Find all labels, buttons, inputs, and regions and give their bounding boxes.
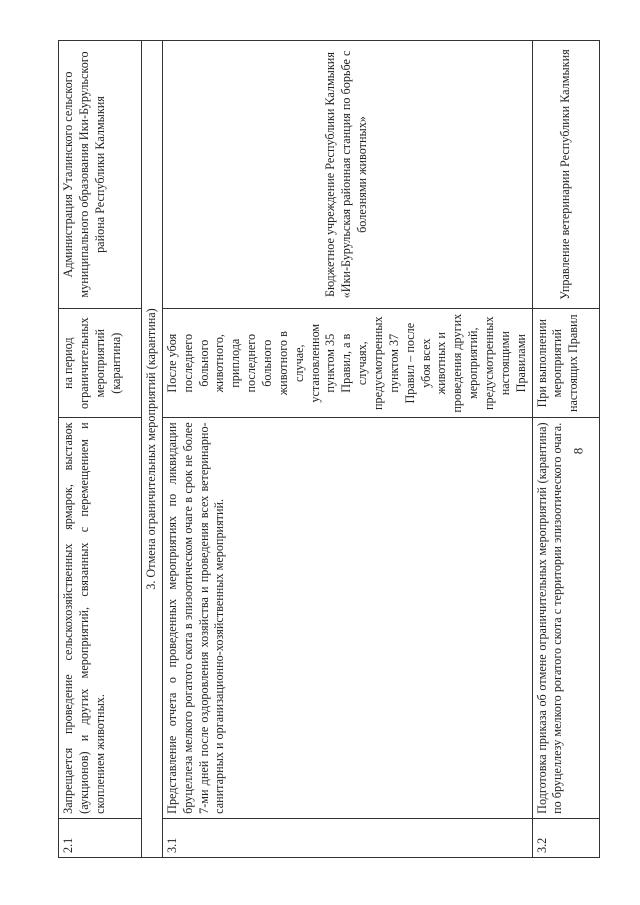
measures-table bbox=[58, 40, 600, 858]
row-responsible: Администрация Уталинского сельского муниципального образования Ики-Бурульского района Республики Калмыкия bbox=[59, 41, 142, 309]
table-row bbox=[532, 41, 599, 858]
row-number: 3.2 bbox=[532, 818, 599, 857]
row-responsible: Бюджетное учреждение Республики Калмыкия «Ики-Бурульская районная станция по борьбе с болезнями животных» bbox=[162, 41, 532, 309]
table-row bbox=[162, 41, 532, 858]
row-term: на период ограничительных мероприятий (карантина) bbox=[59, 309, 142, 418]
row-number: 3.1 bbox=[162, 818, 532, 857]
row-responsible: Управление ветеринарии Республики Калмыкия bbox=[532, 41, 599, 309]
page-number: 8 bbox=[570, 447, 586, 455]
table-row bbox=[59, 41, 142, 858]
section-header-row bbox=[142, 41, 163, 858]
row-action: Представление отчета о проведенных мероприятиях по ликвидации бруцеллеза мелкого рогатого скота в эпизоотическом очаге в срок не более 7-ми дней после оздоровления хозяйства и проведения всех ветеринарно-санитарных и организационно-хозяйственных мероприятий. bbox=[162, 418, 532, 818]
row-term: При выполнении мероприятий настоящих Правил bbox=[532, 309, 599, 418]
row-term: После убоя последнего больного животного, приплода последнего больного животного в случае, установленном пунктом 35 Правил, а в случаях, предусмотренных пунктом 37 Правил – после убоя всех животных и проведения других мероприятий, предусмотренных настоящими Правилами bbox=[162, 309, 532, 418]
row-action: Запрещается проведение сельскохозяйственных ярмарок, выставок (аукционов) и других мероприятий, связанных с перемещением и скоплением животных. bbox=[59, 418, 142, 818]
section-title: 3. Отмена ограничительных мероприятий (карантина) bbox=[142, 41, 163, 858]
row-number: 2.1 bbox=[59, 818, 142, 857]
rotated-content bbox=[58, 40, 581, 858]
row-action: Подготовка приказа об отмене ограничительных мероприятий (карантина) по бруцеллезу мелкого рогатого скота с территории эпизоотического очага. bbox=[532, 418, 599, 818]
